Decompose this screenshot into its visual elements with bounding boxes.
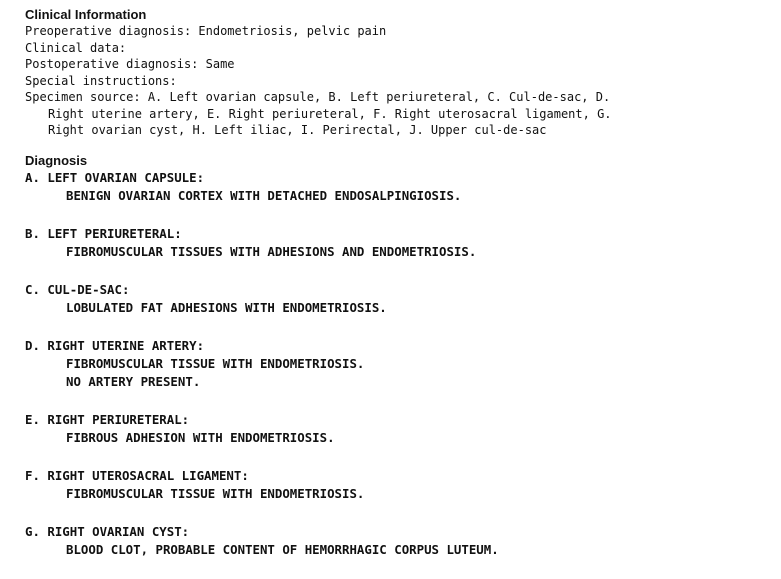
diagnosis-heading: A. LEFT OVARIAN CAPSULE: (25, 169, 205, 185)
diagnosis-finding: FIBROUS ADHESION WITH ENDOMETRIOSIS. (66, 429, 335, 445)
diagnosis-finding: FIBROMUSCULAR TISSUES WITH ADHESIONS AND ENDOMETRIOSIS. (66, 243, 477, 259)
diagnosis-heading: B. LEFT PERIURETERAL: (25, 225, 182, 241)
diagnosis-finding: FIBROMUSCULAR TISSUE WITH ENDOMETRIOSIS. (66, 485, 365, 501)
diagnosis-heading: F. RIGHT UTEROSACRAL LIGAMENT: (25, 467, 249, 483)
diagnosis-item (25, 523, 770, 559)
postoperative-diagnosis: Postoperative diagnosis: Same (25, 57, 235, 71)
specimen-source-line: Specimen source: A. Left ovarian capsule, B. Left periureteral, C. Cul-de-sac, D. (25, 90, 611, 104)
diagnosis-heading: E. RIGHT PERIURETERAL: (25, 411, 190, 427)
diagnosis-heading: G. RIGHT OVARIAN CYST: (25, 523, 190, 539)
clinical-information-section (25, 7, 770, 139)
diagnosis-section (25, 153, 770, 559)
diagnosis-item (25, 225, 770, 261)
diagnosis-heading: C. CUL-DE-SAC: (25, 281, 130, 297)
diagnosis-item (25, 169, 770, 205)
specimen-source-line: Right ovarian cyst, H. Left iliac, I. Perirectal, J. Upper cul-de-sac (48, 123, 547, 137)
diagnosis-finding: NO ARTERY PRESENT. (66, 373, 201, 389)
diagnosis-title: Diagnosis (25, 152, 88, 168)
preoperative-diagnosis: Preoperative diagnosis: Endometriosis, pelvic pain (25, 24, 387, 38)
specimen-source-continuation (25, 106, 770, 139)
diagnosis-item (25, 411, 770, 447)
pathology-report (25, 7, 770, 579)
diagnosis-heading: D. RIGHT UTERINE ARTERY: (25, 337, 205, 353)
clinical-information-title: Clinical Information (25, 7, 147, 22)
diagnosis-finding: BENIGN OVARIAN CORTEX WITH DETACHED ENDOSALPINGIOSIS. (66, 187, 462, 203)
clinical-data: Clinical data: (25, 40, 127, 55)
special-instructions: Special instructions: (25, 73, 177, 88)
diagnosis-finding: FIBROMUSCULAR TISSUE WITH ENDOMETRIOSIS. (66, 355, 365, 371)
diagnosis-finding: BLOOD CLOT, PROBABLE CONTENT OF HEMORRHAGIC CORPUS LUTEUM. (66, 541, 499, 557)
diagnosis-item (25, 467, 770, 503)
specimen-source-line: Right uterine artery, E. Right periureteral, F. Right uterosacral ligament, G. (48, 106, 612, 121)
diagnosis-item (25, 337, 770, 391)
diagnosis-item (25, 281, 770, 317)
diagnosis-finding: LOBULATED FAT ADHESIONS WITH ENDOMETRIOSIS. (66, 299, 387, 315)
